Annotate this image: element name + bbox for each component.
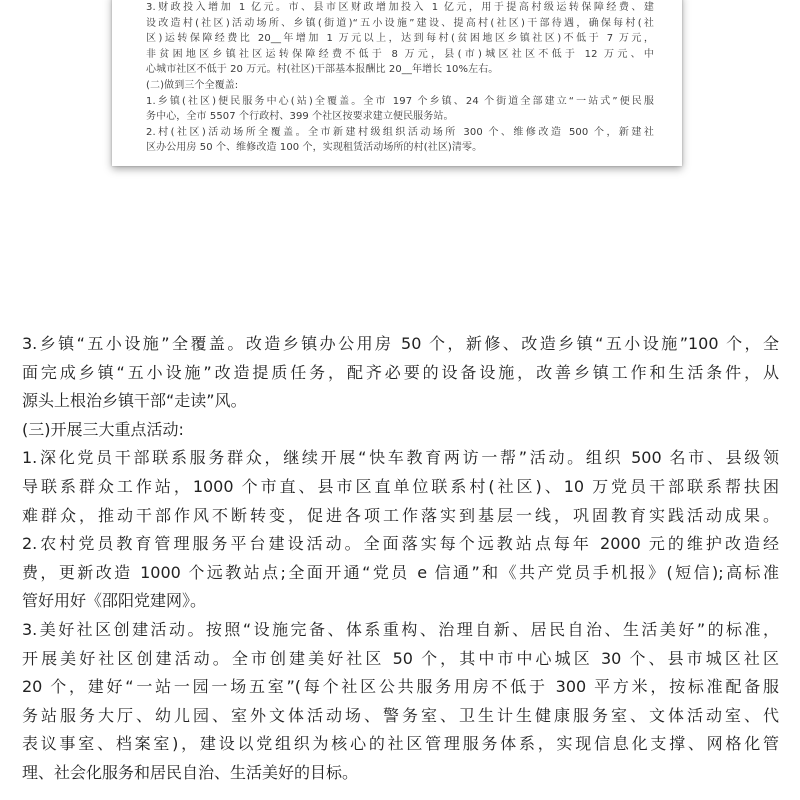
body-line: 3.乡镇“五小设施”全覆盖。改造乡镇办公用房 50 个，新修、改造乡镇“五小设施”100 个，全 xyxy=(22,334,779,353)
body-line: 20 个，建好“一站一园一场五室”(每个社区公共服务用房不低于 300 平方米，按标准配备服 xyxy=(22,677,779,697)
preview-line: 非贫困地区乡镇社区运转保障经费不低于 8 万元，县(市)城区社区不低于 12 万元、中 xyxy=(146,48,654,60)
body-text xyxy=(22,330,779,788)
body-line: 3.美好社区创建活动。按照“设施完备、体系重构、治理自新、居民自治、生活美好”的标准， xyxy=(22,619,779,639)
preview-line: 3.财政投入增加 1 亿元。市、县市区财政增加投入 1 亿元，用于提高村级运转保障经费、建 xyxy=(146,2,654,13)
section-heading: (三)开展三大重点活动: xyxy=(22,419,184,439)
preview-line: 区)运转保障经费比 20__年增加 1 万元以上，达到每村(贫困地区乡镇社区)不低于 7 万元， xyxy=(146,33,654,45)
preview-line: 2.村(社区)活动场所全覆盖。全市新建村级组织活动场所 300 个、维修改造 500 个，新建社 xyxy=(146,126,654,138)
body-line: 1.深化党员干部联系服务群众，继续开展“快车教育两访一帮”活动。组织 500 名市、县级领 xyxy=(22,448,779,468)
document-preview-page xyxy=(112,0,682,166)
body-line: 面完成乡镇“五小设施”改造提质任务，配齐必要的设备设施，改善乡镇工作和生活条件，从 xyxy=(22,362,779,382)
preview-line: 设改造村(社区)活动场所、乡镇(街道)“五小设施”建设、提高村(社区)干部待遇，确保每村(社 xyxy=(146,17,654,29)
body-line: 源头上根治乡镇干部“走读”风。 xyxy=(22,391,247,411)
body-line: 务站服务大厅、幼儿园、室外文体活动场、警务室、卫生计生健康服务室、文体活动室、代 xyxy=(22,705,779,725)
body-line: 费，更新改造 1000 个远教站点;全面开通“党员 e 信通”和《共产党员手机报》(短信);高标准 xyxy=(22,562,779,582)
body-line: 难群众，推动干部作风不断转变，促进各项工作落实到基层一线，巩固教育实践活动成果。 xyxy=(22,505,779,525)
preview-line: 心城市社区不低于 20 万元。村(社区)干部基本报酬比 20__年增长 10%左右。 xyxy=(146,64,499,76)
preview-line: (二)做到三个全覆盖: xyxy=(146,79,239,91)
body-line: 表议事室、档案室)，建设以党组织为核心的社区管理服务体系，实现信息化支撑、网格化管 xyxy=(22,734,779,754)
body-line: 导联系群众工作站，1000 个市直、县市区直单位联系村(社区)、10 万党员干部联系帮扶困 xyxy=(22,476,779,496)
preview-line: 务中心，全市 5507 个行政村、399 个社区按要求建立便民服务站。 xyxy=(146,111,454,123)
body-line: 理、社会化服务和居民自治、生活美好的目标。 xyxy=(22,762,359,782)
preview-line: 区办公用房 50 个、维修改造 100 个，实现租赁活动场所的村(社区)清零。 xyxy=(146,142,483,154)
body-line: 开展美好社区创建活动。全市创建美好社区 50 个，其中市中心城区 30 个、县市城区社区 xyxy=(22,648,779,668)
body-line: 管好用好《邵阳党建网》。 xyxy=(22,591,207,611)
preview-line: 1.乡镇(社区)便民服务中心(站)全覆盖。全市 197 个乡镇、24 个街道全部建立“一站式”便民服 xyxy=(146,95,654,107)
body-line: 2.农村党员教育管理服务平台建设活动。全面落实每个远教站点每年 2000 元的维护改造经 xyxy=(22,534,779,554)
